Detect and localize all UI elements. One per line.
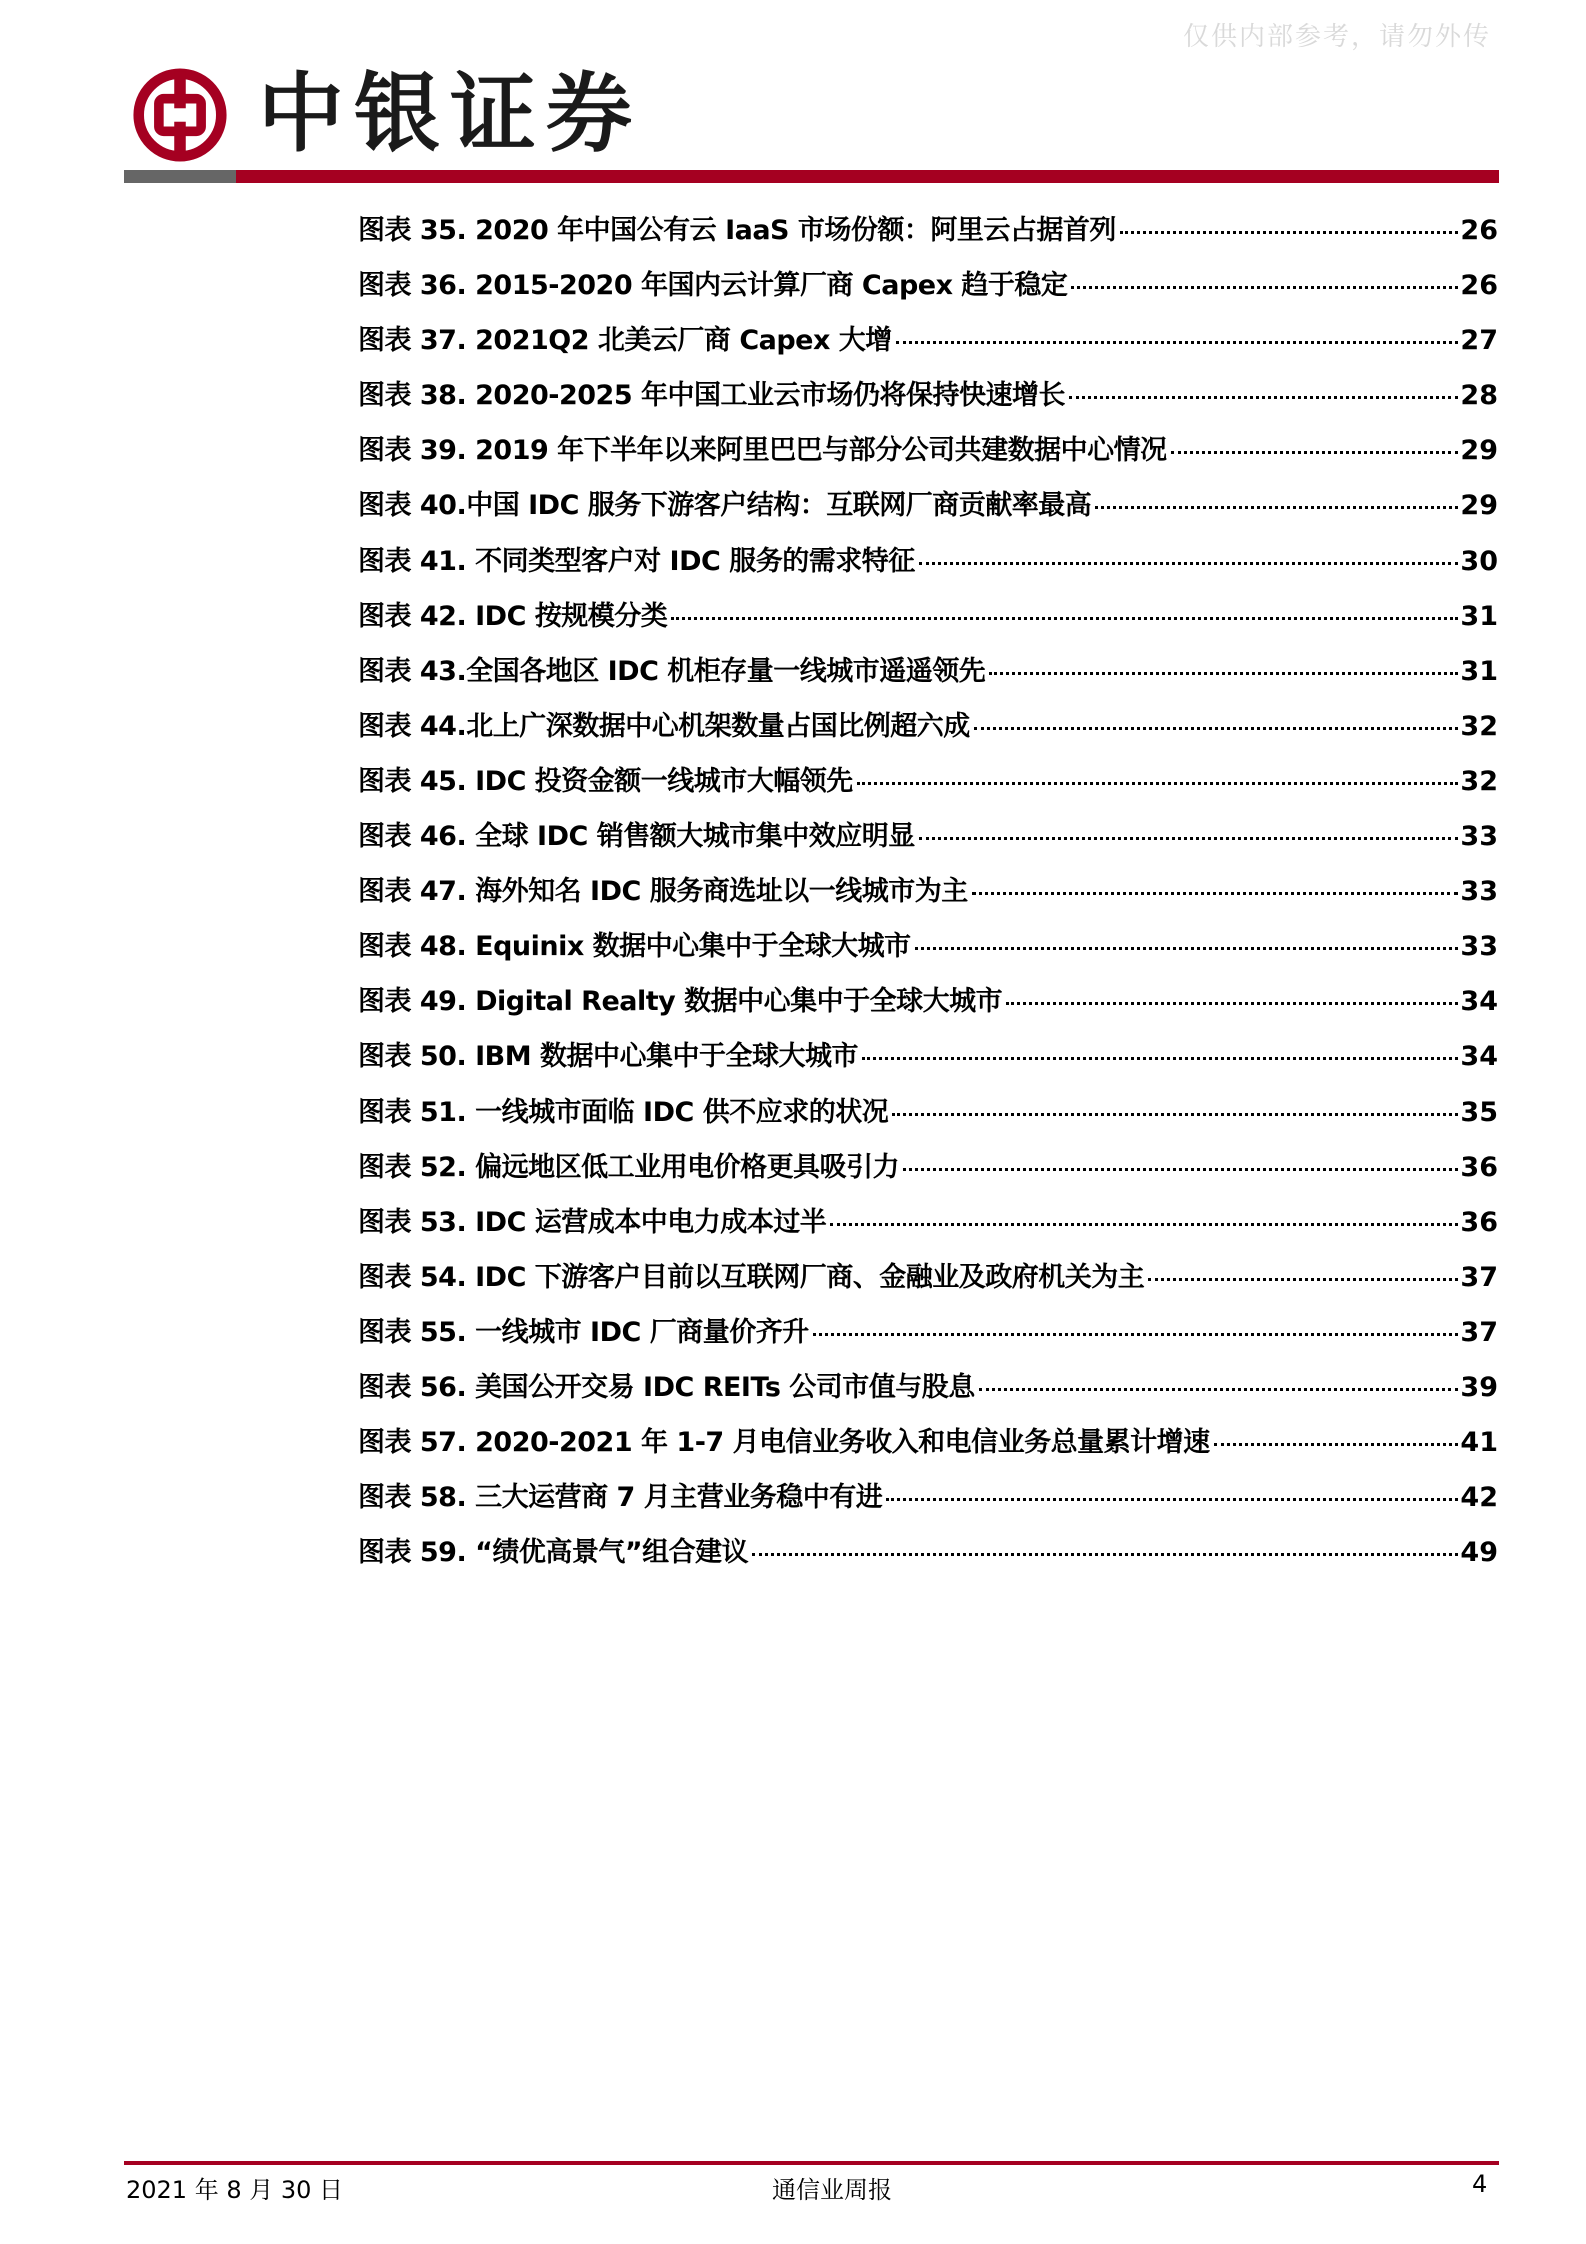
toc-entry[interactable] (358, 1365, 1498, 1420)
toc-entry-page: 36 (1460, 1206, 1498, 1238)
watermark-text: 仅供内部参考，请勿外传 (1183, 22, 1492, 52)
dot-leader (752, 1553, 1458, 1556)
toc-entry-label: 图表 55. 一线城市 IDC 厂商量价齐升 (358, 1316, 809, 1348)
header-bar-red (236, 170, 1499, 183)
dot-leader (1006, 1002, 1458, 1005)
toc-entry[interactable] (358, 649, 1498, 704)
toc-entry[interactable] (358, 539, 1498, 594)
toc-entry-page: 41 (1460, 1427, 1498, 1459)
toc-entry[interactable] (358, 318, 1498, 373)
toc-entry-label: 图表 54. IDC 下游客户目前以互联网厂商、金融业及政府机关为主 (358, 1261, 1145, 1293)
toc-entry-label: 图表 40.中国 IDC 服务下游客户结构：互联网厂商贡献率最高 (358, 490, 1092, 522)
toc-entry[interactable] (358, 1475, 1498, 1530)
toc-entry[interactable] (358, 1530, 1498, 1585)
dot-leader (1171, 451, 1459, 454)
toc-entry[interactable] (358, 428, 1498, 483)
dot-leader (671, 617, 1458, 620)
toc-entry-label: 图表 49. Digital Realty 数据中心集中于全球大城市 (358, 986, 1003, 1018)
toc-entry-page: 37 (1460, 1316, 1498, 1348)
toc-entry[interactable] (358, 1145, 1498, 1200)
toc-entry-label: 图表 53. IDC 运营成本中电力成本过半 (358, 1206, 827, 1238)
toc-entry-label: 图表 50. IBM 数据中心集中于全球大城市 (358, 1041, 859, 1073)
dot-leader (857, 782, 1459, 785)
toc-entry-label: 图表 47. 海外知名 IDC 服务商选址以一线城市为主 (358, 876, 968, 908)
toc-entry-page: 28 (1460, 380, 1498, 412)
toc-entry[interactable] (358, 924, 1498, 979)
dot-leader (813, 1333, 1459, 1336)
toc-entry[interactable] (358, 263, 1498, 318)
toc-entry[interactable] (358, 373, 1498, 428)
toc-entry[interactable] (358, 759, 1498, 814)
header-bar-gray (124, 170, 236, 183)
toc-entry-label: 图表 36. 2015-2020 年国内云计算厂商 Capex 趋于稳定 (358, 270, 1068, 302)
dot-leader (903, 1168, 1458, 1171)
toc-entry[interactable] (358, 1420, 1498, 1475)
toc-entry[interactable] (358, 1090, 1498, 1145)
toc-entry-label: 图表 59. “绩优高景气”组合建议 (358, 1537, 749, 1569)
toc-entry-label: 图表 57. 2020-2021 年 1-7 月电信业务收入和电信业务总量累计增速 (358, 1427, 1210, 1459)
footer-date: 2021 年 8 月 30 日 (126, 2176, 344, 2204)
bank-of-china-logo-icon (132, 67, 228, 163)
toc-entry-page: 33 (1460, 876, 1498, 908)
toc-entry[interactable] (358, 869, 1498, 924)
dot-leader (989, 672, 1458, 675)
toc-entry[interactable] (358, 1310, 1498, 1365)
dot-leader (919, 562, 1459, 565)
toc-entry-label: 图表 51. 一线城市面临 IDC 供不应求的状况 (358, 1096, 889, 1128)
dot-leader (886, 1498, 1458, 1501)
toc-entry-label: 图表 42. IDC 按规模分类 (358, 600, 668, 632)
dot-leader (1148, 1278, 1458, 1281)
toc-entry-label: 图表 45. IDC 投资金额一线城市大幅领先 (358, 765, 853, 797)
toc-entry-label: 图表 39. 2019 年下半年以来阿里巴巴与部分公司共建数据中心情况 (358, 435, 1167, 467)
toc-entry-page: 42 (1460, 1482, 1498, 1514)
dot-leader (979, 1388, 1459, 1391)
toc-entry-page: 31 (1460, 600, 1498, 632)
toc-entry-page: 39 (1460, 1371, 1498, 1403)
toc-entry[interactable] (358, 1034, 1498, 1089)
toc-entry-page: 33 (1460, 931, 1498, 963)
dot-leader (896, 341, 1459, 344)
dot-leader (915, 947, 1459, 950)
toc-entry-page: 34 (1460, 986, 1498, 1018)
toc-entry-label: 图表 41. 不同类型客户对 IDC 服务的需求特征 (358, 545, 915, 577)
toc-entry-page: 49 (1460, 1537, 1498, 1569)
dot-leader (830, 1223, 1458, 1226)
toc-entry-page: 33 (1460, 821, 1498, 853)
toc-entry-page: 27 (1460, 325, 1498, 357)
dot-leader (892, 1113, 1458, 1116)
toc-entry[interactable] (358, 1255, 1498, 1310)
toc-entry-page: 32 (1460, 710, 1498, 742)
toc-entry-page: 29 (1460, 435, 1498, 467)
toc-entry[interactable] (358, 979, 1498, 1034)
toc-entry-label: 图表 38. 2020-2025 年中国工业云市场仍将保持快速增长 (358, 380, 1066, 412)
footer-title: 通信业周报 (772, 2176, 892, 2204)
dot-leader (972, 892, 1459, 895)
toc-entry-label: 图表 37. 2021Q2 北美云厂商 Capex 大增 (358, 325, 892, 357)
toc-entry[interactable] (358, 704, 1498, 759)
dot-leader (862, 1057, 1458, 1060)
toc-entry-page: 26 (1460, 215, 1498, 246)
toc-entry-label: 图表 43.全国各地区 IDC 机柜存量一线城市遥遥领先 (358, 655, 986, 687)
toc-entry-page: 35 (1460, 1096, 1498, 1128)
dot-leader (1071, 286, 1458, 289)
toc-entry-page: 30 (1460, 545, 1498, 577)
toc-entry-label: 图表 46. 全球 IDC 销售额大城市集中效应明显 (358, 821, 915, 853)
toc-entry-label: 图表 44.北上广深数据中心机架数量占国比例超六成 (358, 710, 970, 742)
toc-entry-label: 图表 56. 美国公开交易 IDC REITs 公司市值与股息 (358, 1371, 975, 1403)
toc-entry-label: 图表 52. 偏远地区低工业用电价格更具吸引力 (358, 1151, 900, 1183)
toc-entry-page: 37 (1460, 1261, 1498, 1293)
toc-entry-label: 图表 35. 2020 年中国公有云 IaaS 市场份额：阿里云占据首列 (358, 215, 1116, 246)
toc-entry-page: 29 (1460, 490, 1498, 522)
dot-leader (1095, 506, 1458, 509)
toc-entry-page: 32 (1460, 765, 1498, 797)
dot-leader (919, 837, 1459, 840)
brand-name: 中银证券 (258, 63, 642, 164)
dot-leader (1214, 1443, 1459, 1446)
table-of-figures (358, 208, 1498, 1585)
toc-entry-page: 26 (1460, 270, 1498, 302)
toc-entry-page: 31 (1460, 655, 1498, 687)
footer-divider (124, 2161, 1499, 2165)
dot-leader (974, 727, 1459, 730)
dot-leader (1069, 396, 1458, 399)
dot-leader (1120, 231, 1459, 234)
toc-entry-label: 图表 58. 三大运营商 7 月主营业务稳中有进 (358, 1482, 883, 1514)
toc-entry[interactable] (358, 594, 1498, 649)
toc-entry[interactable] (358, 483, 1498, 538)
toc-entry-page: 34 (1460, 1041, 1498, 1073)
toc-entry-page: 36 (1460, 1151, 1498, 1183)
toc-entry[interactable] (358, 208, 1498, 263)
toc-entry[interactable] (358, 814, 1498, 869)
page-number: 4 (1472, 2170, 1488, 2198)
toc-entry-label: 图表 48. Equinix 数据中心集中于全球大城市 (358, 931, 911, 963)
toc-entry[interactable] (358, 1200, 1498, 1255)
